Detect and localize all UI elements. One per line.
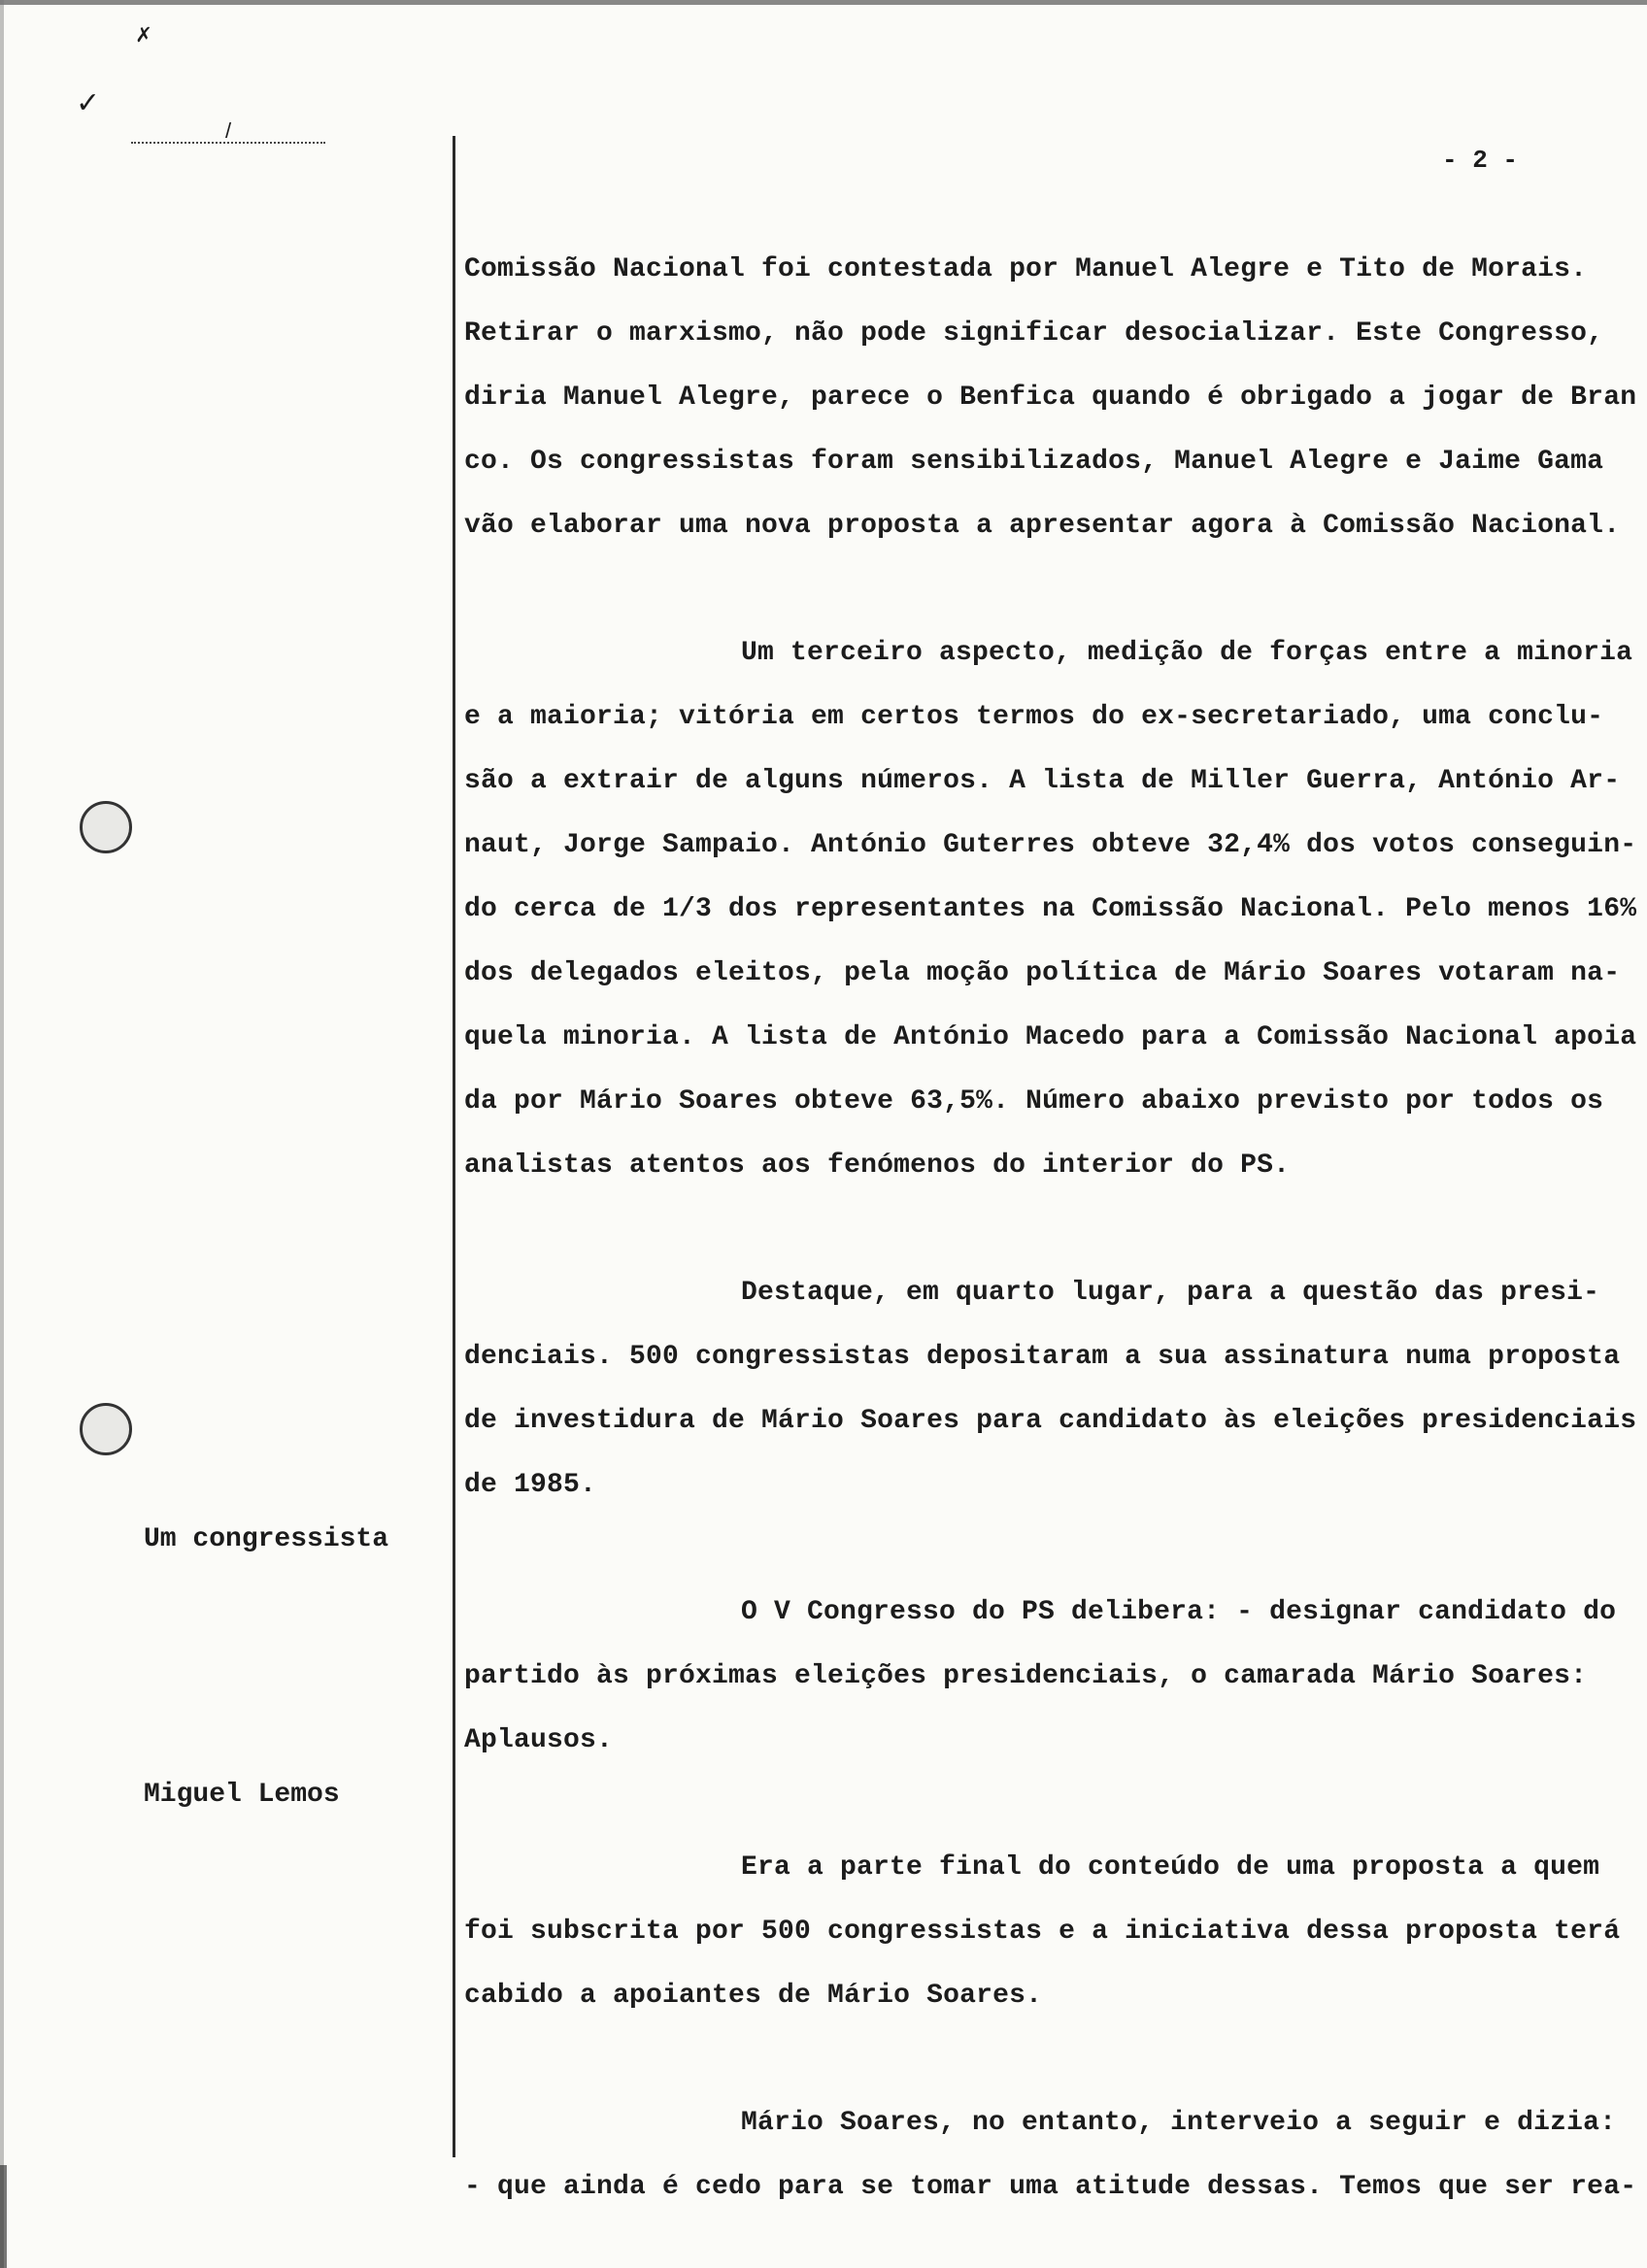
- page-top-edge: [0, 0, 1647, 5]
- paragraph: [464, 2091, 1637, 2219]
- paragraph: [464, 1581, 1630, 1773]
- text-line: naut, Jorge Sampaio. António Guterres obteve 32,4% dos votos conseguin-: [464, 830, 1637, 860]
- text-line: e a maioria; vitória em certos termos do ex-secretariado, uma conclu-: [464, 702, 1604, 732]
- text-line: vão elaborar uma nova proposta a apresentar agora à Comissão Nacional.: [464, 511, 1621, 541]
- text-line: Aplausos.: [464, 1725, 614, 1755]
- text-line: analistas atentos aos fenómenos do interior do PS.: [464, 1151, 1291, 1181]
- punch-hole: [80, 1403, 132, 1455]
- text-line: - que ainda é cedo para se tomar uma atitude dessas. Temos que ser rea-: [464, 2172, 1637, 2202]
- punch-hole: [80, 801, 132, 853]
- paragraph: [464, 621, 1637, 1198]
- speaker-label: Um congressista: [144, 1524, 389, 1554]
- text-line: partido às próximas eleições presidenciais, o camarada Mário Soares:: [464, 1661, 1588, 1691]
- text-line: do cerca de 1/3 dos representantes na Comissão Nacional. Pelo menos 16%: [464, 894, 1637, 924]
- page-number: - 2 -: [1442, 146, 1519, 175]
- speaker-label: Miguel Lemos: [144, 1780, 340, 1810]
- text-line: de investidura de Mário Soares para candidato às eleições presidenciais: [464, 1406, 1637, 1436]
- transcript-body: [464, 238, 1637, 2219]
- margin-rule: [453, 136, 455, 2157]
- paragraph: [464, 238, 1637, 558]
- text-line: cabido a apoiantes de Mário Soares.: [464, 1981, 1043, 2011]
- text-line: são a extrair de alguns números. A lista de Miller Guerra, António Ar-: [464, 766, 1621, 796]
- paragraph: [464, 1261, 1637, 1518]
- handwritten-mark-top: ✗: [136, 20, 151, 50]
- text-line: O V Congresso do PS delibera: - designar candidato do: [741, 1597, 1617, 1627]
- text-line: Mário Soares, no entanto, interveio a seguir e dizia:: [741, 2108, 1617, 2138]
- date-blank-line: /: [131, 118, 325, 144]
- text-line: diria Manuel Alegre, parece o Benfica quando é obrigado a jogar de Bran: [464, 383, 1637, 413]
- text-line: co. Os congressistas foram sensibilizados, Manuel Alegre e Jaime Gama: [464, 447, 1604, 477]
- text-line: Um terceiro aspecto, medição de forças entre a minoria: [741, 638, 1633, 668]
- text-line: denciais. 500 congressistas depositaram a sua assinatura numa proposta: [464, 1342, 1621, 1372]
- text-line: quela minoria. A lista de António Macedo para a Comissão Nacional apoia: [464, 1022, 1637, 1052]
- text-line: Era a parte final do conteúdo de uma proposta a quem: [741, 1852, 1600, 1883]
- text-line: Comissão Nacional foi contestada por Manuel Alegre e Tito de Morais.: [464, 254, 1588, 284]
- paragraph: [464, 1836, 1630, 2028]
- text-line: Retirar o marxismo, não pode significar desocializar. Este Congresso,: [464, 318, 1604, 349]
- text-line: dos delegados eleitos, pela moção política de Mário Soares votaram na-: [464, 958, 1621, 988]
- text-line: foi subscrita por 500 congressistas e a iniciativa dessa proposta terá: [464, 1917, 1621, 1947]
- text-line: da por Mário Soares obteve 63,5%. Número abaixo previsto por todos os: [464, 1086, 1604, 1117]
- text-line: Destaque, em quarto lugar, para a questão das presi-: [741, 1278, 1600, 1308]
- text-line: de 1985.: [464, 1470, 597, 1500]
- handwritten-check-mark: ✓: [78, 86, 98, 123]
- page-left-edge: [0, 0, 4, 2268]
- page-binding-edge: [0, 2165, 7, 2268]
